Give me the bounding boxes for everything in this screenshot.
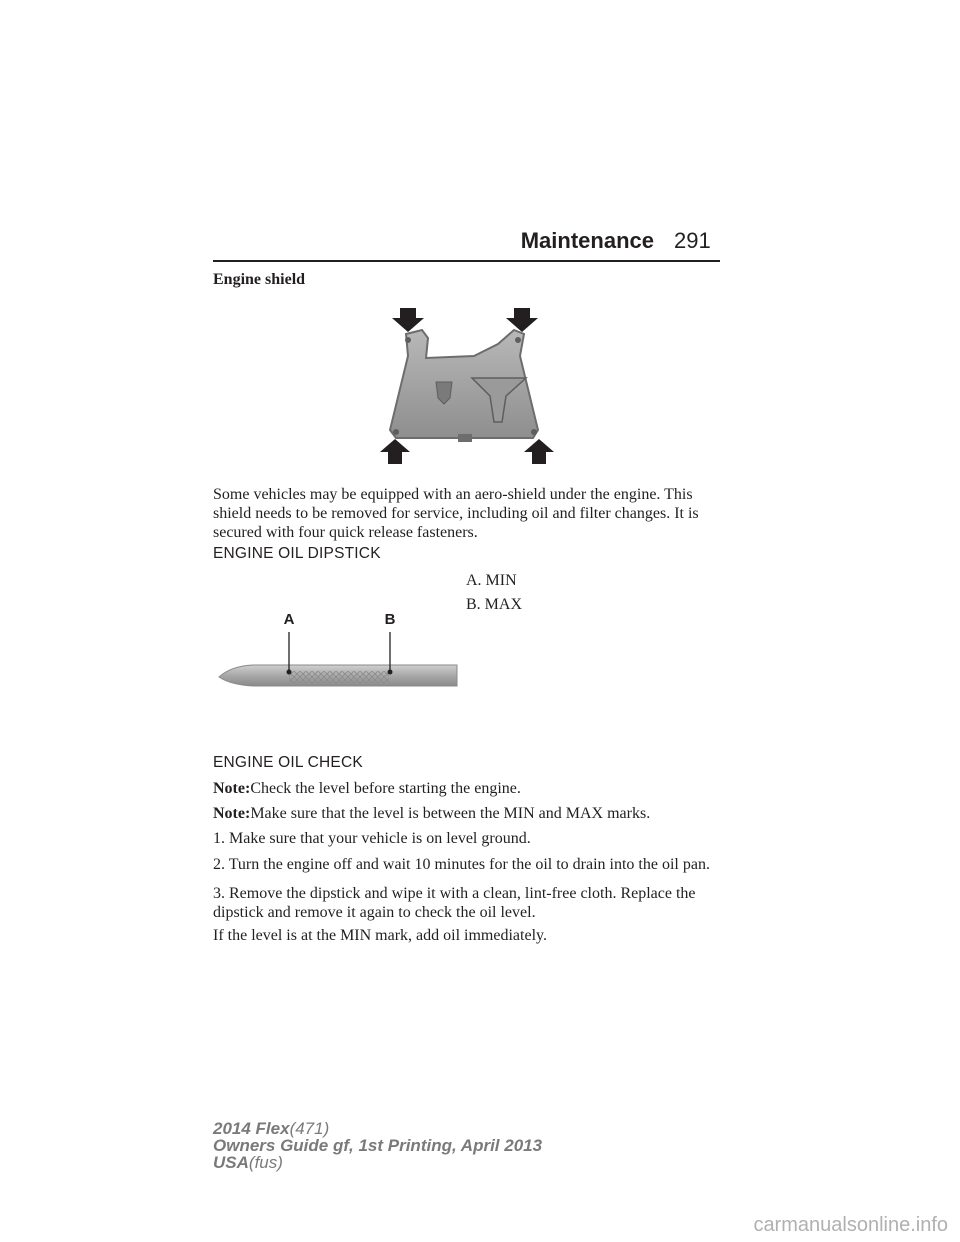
note-text: Make sure that the level is between the MIN and MAX marks. bbox=[250, 805, 651, 822]
page-number: 291 bbox=[674, 228, 711, 253]
footer-guide: Owners Guide gf, 1st Printing, April 2013 bbox=[213, 1136, 543, 1155]
note-text: Check the level before starting the engine. bbox=[250, 780, 521, 797]
arrow-up-icon bbox=[380, 439, 410, 464]
header-rule bbox=[213, 260, 720, 262]
note-label: Note: bbox=[213, 780, 251, 797]
note-1 bbox=[213, 779, 723, 798]
arrow-down-icon bbox=[392, 308, 424, 332]
footer-model: 2014 Flex bbox=[213, 1119, 290, 1138]
watermark: carmanualsonline.info bbox=[753, 1214, 948, 1236]
footer-market: USA bbox=[213, 1153, 249, 1172]
oil-check-heading: ENGINE OIL CHECK bbox=[213, 754, 363, 771]
dipstick-heading: ENGINE OIL DIPSTICK bbox=[213, 545, 381, 562]
dipstick-label-a: A bbox=[283, 611, 295, 628]
dipstick-legend-min: A. MIN bbox=[466, 572, 517, 589]
closing-text: If the level is at the MIN mark, add oil immediately. bbox=[213, 927, 547, 944]
dipstick-legend-max: B. MAX bbox=[466, 596, 523, 613]
note-2 bbox=[213, 804, 723, 823]
step-3: 3. Remove the dipstick and wipe it with a clean, lint-free cloth. Replace the dipstick and remove it again to check the oil level. bbox=[213, 885, 696, 921]
step-2: 2. Turn the engine off and wait 10 minutes for the oil to drain into the oil pan. bbox=[213, 856, 710, 873]
section-title: Maintenance bbox=[520, 228, 654, 253]
engine-shield-description: Some vehicles may be equipped with an aero-shield under the engine. This shield needs to be removed for service, including oil and filter changes. It is secured with four quick release fasteners. bbox=[213, 486, 699, 541]
engine-shield-heading: Engine shield bbox=[213, 271, 306, 288]
arrow-down-icon bbox=[506, 308, 538, 332]
arrow-up-icon bbox=[524, 439, 554, 464]
dipstick-label-b: B bbox=[384, 611, 396, 628]
engine-shield-illustration bbox=[378, 300, 558, 470]
step-1: 1. Make sure that your vehicle is on level ground. bbox=[213, 830, 531, 847]
note-label: Note: bbox=[213, 805, 251, 822]
print-footer bbox=[213, 1120, 542, 1171]
footer-model-code: (471) bbox=[289, 1119, 330, 1138]
dipstick-illustration bbox=[213, 608, 463, 693]
footer-market-code: (fus) bbox=[248, 1153, 283, 1172]
